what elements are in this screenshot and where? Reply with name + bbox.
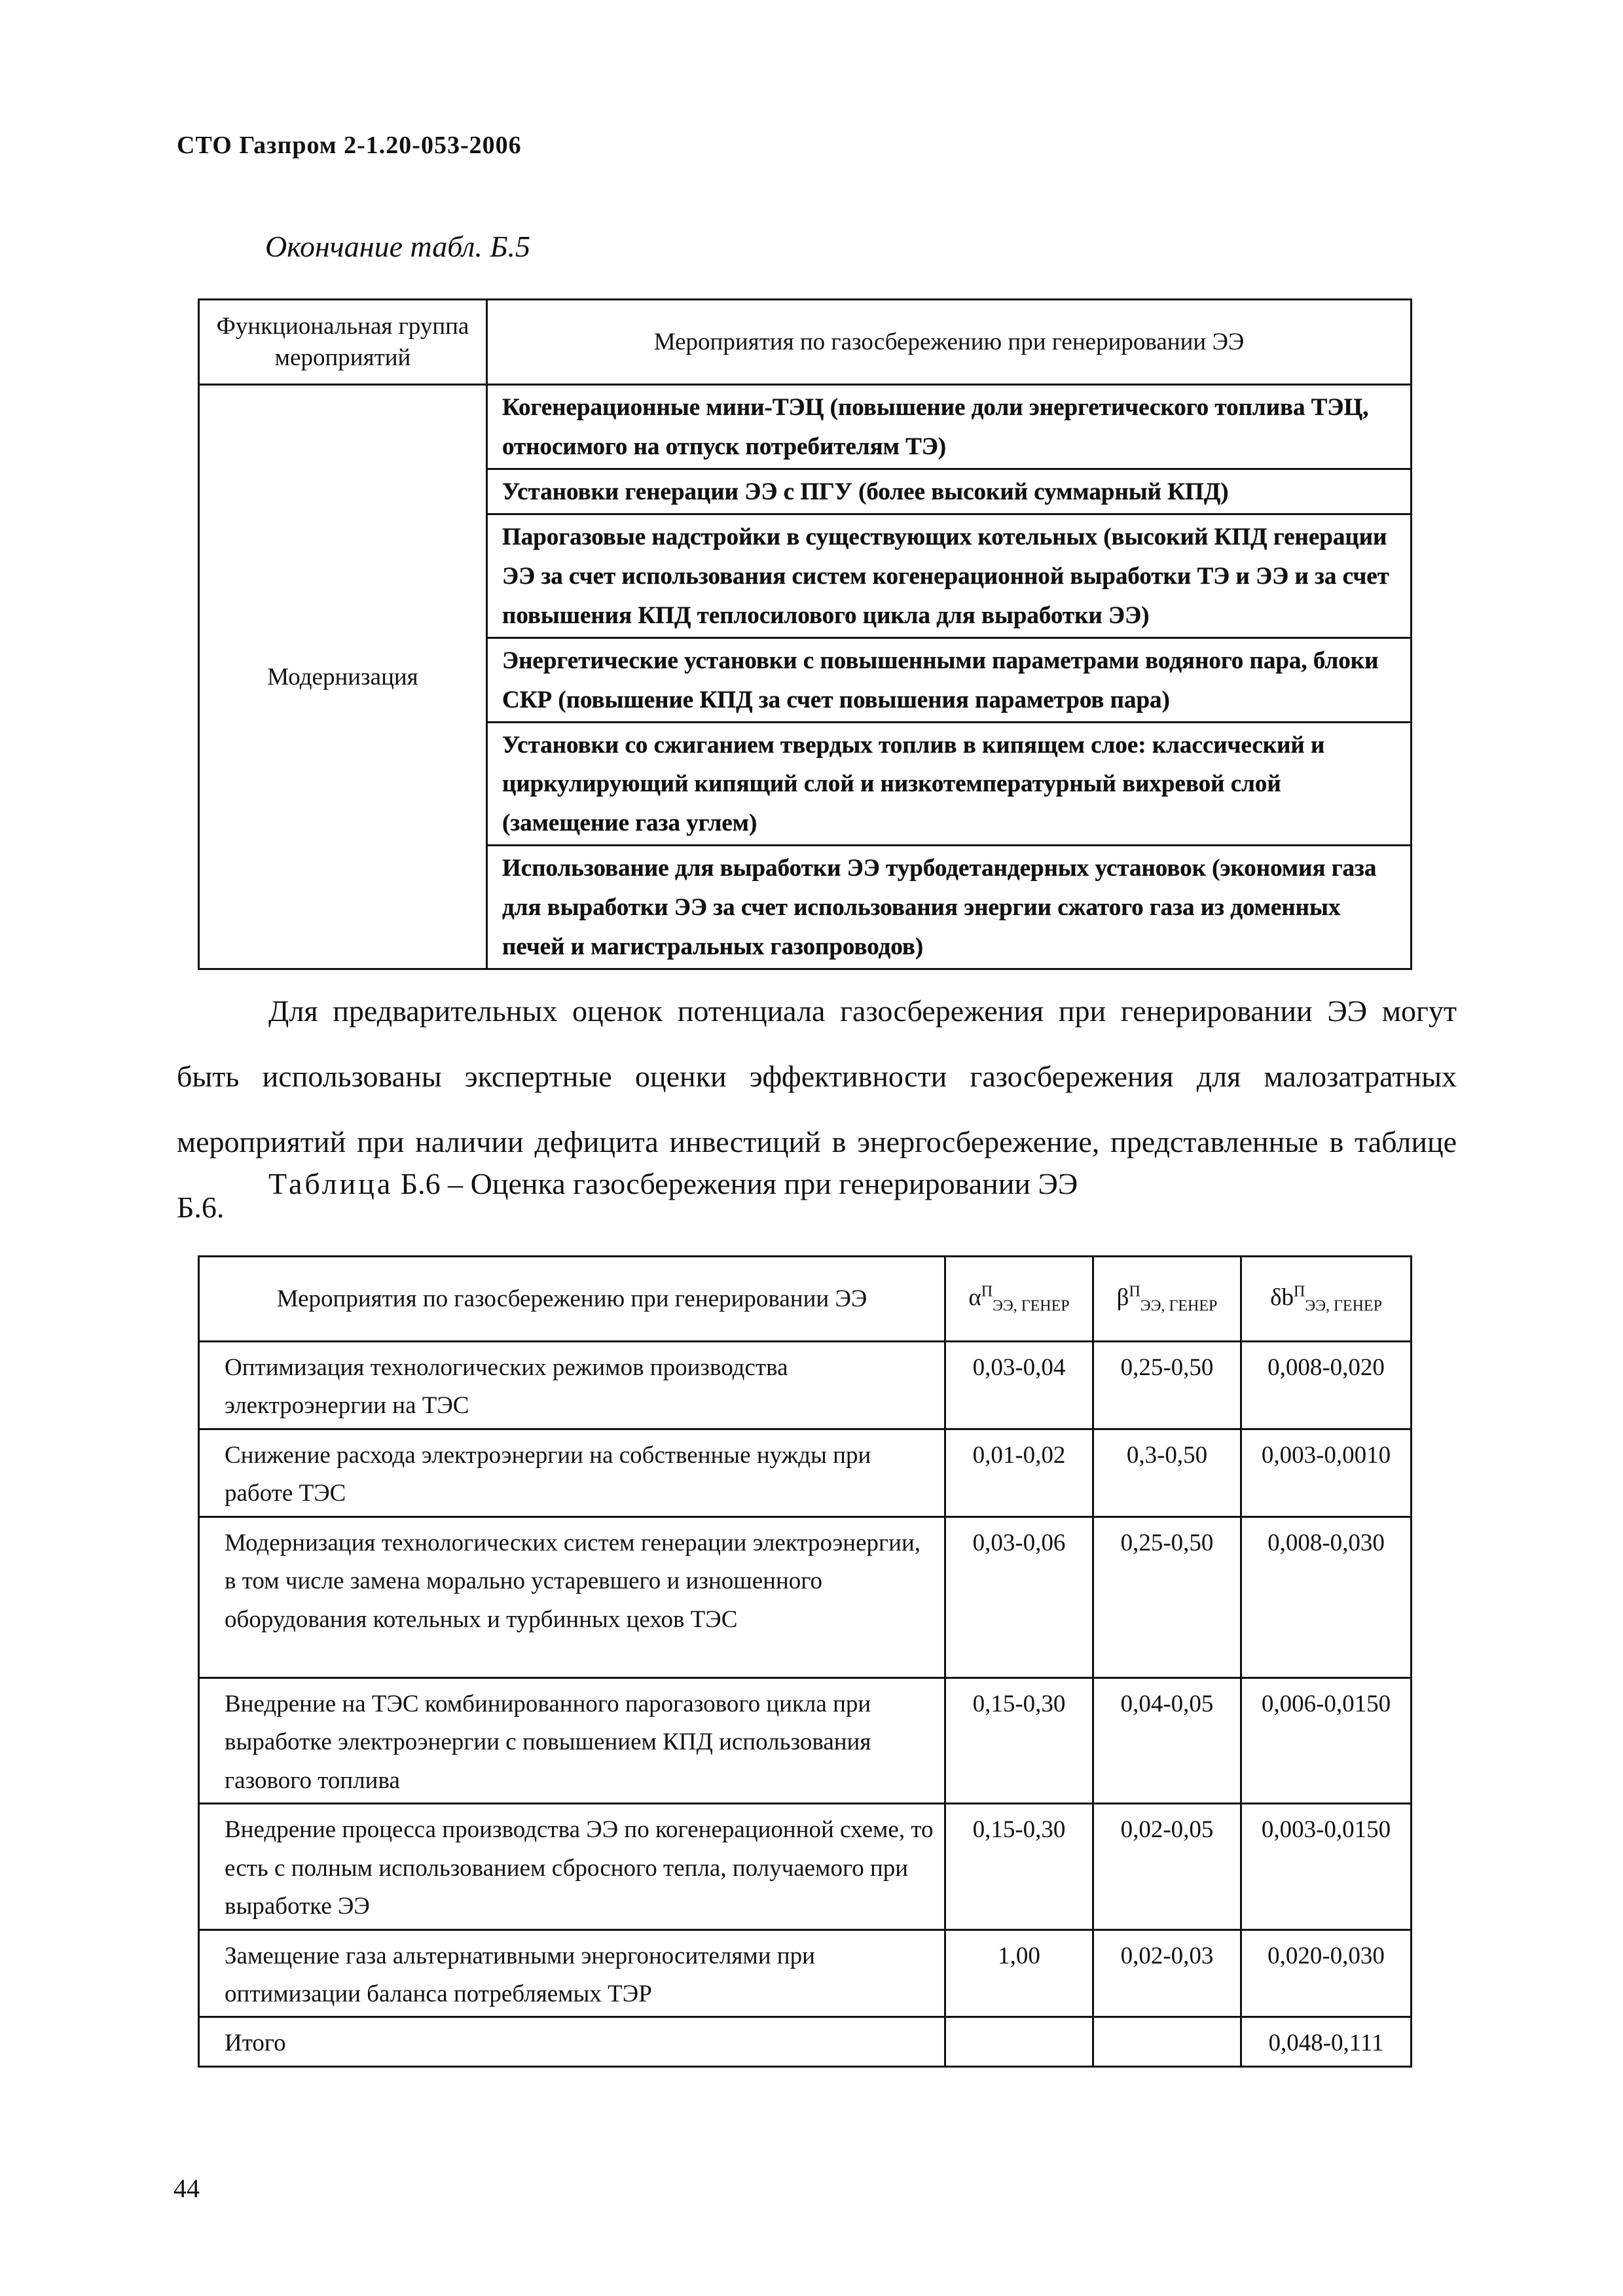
table-row [199, 1342, 1412, 1429]
delta-value: 0,020-0,030 [1241, 1929, 1412, 2017]
table-row-total [199, 2017, 1412, 2067]
intro-paragraph: Для предварительных оценок потенциала газосбережения при генерировании ЭЭ могут быть использованы экспертные оценки эффективности газосбережения для малозатратных мероприятий при наличии дефицита инвестиций в энергосбережение, представленные в таблице Б.6. [177, 994, 1457, 1224]
table-b5-item: Энергетические установки с повышенными параметрами водяного пара, блоки СКР (повышение КПД за счет повышения параметров пара) [487, 637, 1412, 722]
delta-value: 0,003-0,0150 [1241, 1804, 1412, 1929]
table-b5-col2-header: Мероприятия по газосбережению при генерировании ЭЭ [487, 300, 1412, 385]
alpha-value: 1,00 [945, 1929, 1093, 2017]
table-b5-item: Когенерационные мини-ТЭЦ (повышение доли энергетического топлива ТЭЦ, относимого на отпуск потребителям ТЭ) [487, 385, 1412, 469]
beta-value: 0,25-0,50 [1093, 1342, 1241, 1429]
table-row [199, 1516, 1412, 1677]
delta-value: 0,008-0,030 [1241, 1516, 1412, 1677]
table-b6-col1-header: Мероприятия по газосбережению при генерировании ЭЭ [199, 1257, 945, 1342]
measure-name: Снижение расхода электроэнергии на собственные нужды при работе ТЭС [199, 1429, 945, 1516]
total-label: Итого [199, 2017, 945, 2067]
table-b5 [198, 298, 1412, 970]
beta-value: 0,3-0,50 [1093, 1429, 1241, 1516]
delta-value: 0,003-0,0010 [1241, 1429, 1412, 1516]
table-b5-item: Установки со сжиганием твердых топлив в кипящем слое: классический и циркулирующий кипящий слой и низкотемпературный вихревой слой (замещение газа углем) [487, 722, 1412, 846]
alpha-value [945, 2017, 1093, 2067]
alpha-value: 0,15-0,30 [945, 1677, 1093, 1803]
alpha-value: 0,03-0,04 [945, 1342, 1093, 1429]
measure-name: Внедрение на ТЭС комбинированного парогазового цикла при выработке электроэнергии с повышением КПД использования газового топлива [199, 1677, 945, 1803]
alpha-value: 0,15-0,30 [945, 1804, 1093, 1929]
table-b5-item: Использование для выработки ЭЭ турбодетандерных установок (экономия газа для выработки ЭЭ за счет использования энергии сжатого газа из доменных печей и магистральных газопроводов) [487, 846, 1412, 969]
table-b5-caption: Окончание табл. Б.5 [265, 230, 530, 263]
alpha-value: 0,01-0,02 [945, 1429, 1093, 1516]
table-b6 [198, 1255, 1412, 2068]
beta-value: 0,02-0,05 [1093, 1804, 1241, 1929]
table-b5-col1-header: Функциональная группа мероприятий [199, 300, 487, 385]
beta-value: 0,25-0,50 [1093, 1516, 1241, 1677]
table-row [199, 1429, 1412, 1516]
measure-name: Замещение газа альтернативными энергоносителями при оптимизации баланса потребляемых ТЭР [199, 1929, 945, 2017]
table-b5-item: Парогазовые надстройки в существующих котельных (высокий КПД генерации ЭЭ за счет использования систем когенерационной выработки ТЭ и ЭЭ и за счет повышения КПД теплосилового цикла для выработки ЭЭ) [487, 514, 1412, 637]
table-b5-group-cell: Модернизация [199, 385, 487, 969]
measure-name: Внедрение процесса производства ЭЭ по когенерационной схеме, то есть с полным использованием сбросного тепла, получаемого при выработке ЭЭ [199, 1804, 945, 1929]
table-row [199, 1677, 1412, 1803]
table-b6-alpha-header: $\alpha^П_{ЭЭ, ГЕНЕР}$ [945, 1257, 1093, 1342]
table-b6-caption-label: Таблица [268, 1167, 393, 1200]
table-b5-item: Установки генерации ЭЭ с ПГУ (более высокий суммарный КПД) [487, 469, 1412, 514]
beta-value: 0,02-0,03 [1093, 1929, 1241, 2017]
beta-value [1093, 2017, 1241, 2067]
document-header: СТО Газпром 2-1.20-053-2006 [177, 132, 522, 159]
measure-name: Оптимизация технологических режимов производства электроэнергии на ТЭС [199, 1342, 945, 1429]
table-row [199, 1929, 1412, 2017]
table-row [199, 1804, 1412, 1929]
alpha-value: 0,03-0,06 [945, 1516, 1093, 1677]
beta-value: 0,04-0,05 [1093, 1677, 1241, 1803]
table-b6-caption-text: Б.6 – Оценка газосбережения при генерировании ЭЭ [393, 1167, 1078, 1200]
table-b6-delta-header: $\delta b^П_{ЭЭ, ГЕНЕР}$ [1241, 1257, 1412, 1342]
delta-value: 0,008-0,020 [1241, 1342, 1412, 1429]
page-number: 44 [173, 2174, 200, 2203]
table-b6-caption [268, 1166, 1078, 1201]
measure-name: Модернизация технологических систем генерации электроэнергии, в том числе замена морально устаревшего и изношенного оборудования котельных и турбинных цехов ТЭС [199, 1516, 945, 1677]
table-b6-beta-header: $\beta^П_{ЭЭ, ГЕНЕР}$ [1093, 1257, 1241, 1342]
total-delta-value: 0,048-0,111 [1241, 2017, 1412, 2067]
delta-value: 0,006-0,0150 [1241, 1677, 1412, 1803]
